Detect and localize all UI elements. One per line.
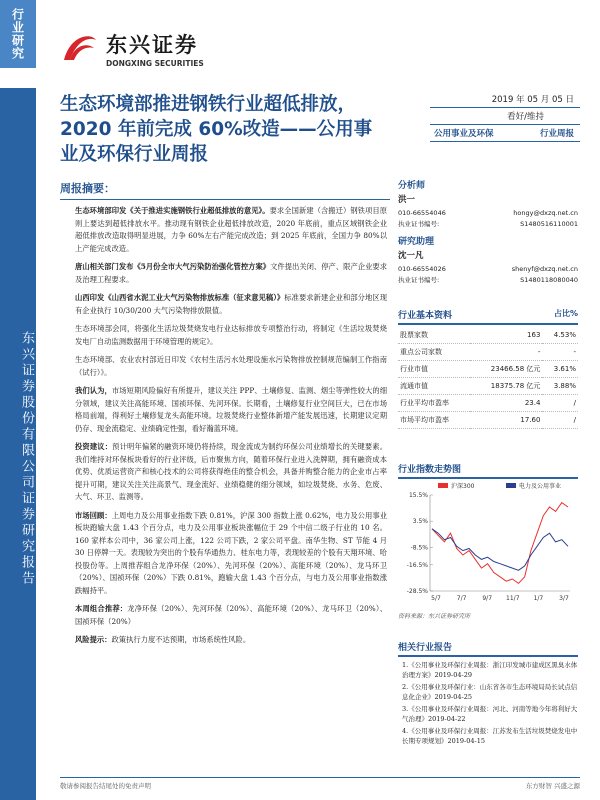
paragraph-lead: 山西印发《山西省水泥工业大气污染物排放标准（征求意见稿）》 [75, 293, 285, 302]
basic-heading [398, 308, 578, 325]
y-tick-label: -16.5% [406, 561, 428, 569]
paragraph-text: 龙净环保（20%）、先河环保（20%）、高能环境（20%）、龙马环卫（20%）、国祯环保（20%） [75, 604, 387, 626]
report-date: 2019 年 05 月 05 日 [430, 93, 580, 108]
disclaimer-note: 敬请参阅报告结尾处的免责声明 [60, 782, 151, 790]
row-label: 股票家数 [398, 327, 470, 344]
paragraph-text: 生态环境部会同，将强化生活垃圾焚烧发电行业达标排放专项整治行动，将制定《生活垃圾焚烧发电厂自动监测数据用于环境管理的规定》。 [75, 324, 387, 346]
tag-type: 行业周报 [539, 129, 574, 139]
row-label: 行业平均市盈率 [398, 395, 470, 412]
assist-name: 沈一凡 [398, 251, 424, 261]
basic-heading-text: 行业基本资料 [398, 311, 453, 321]
x-tick-label: 11/7 [506, 595, 520, 602]
index-chart-panel [398, 462, 578, 620]
analyst-email: hongy@dxzq.net.cn [513, 209, 578, 217]
sidebar-industry-research: 行业研究 [0, 0, 36, 68]
index-chart [398, 479, 578, 607]
paragraph-lead: 我们认为， [75, 386, 112, 395]
license-label: 执业证书编号: [398, 220, 440, 228]
chart-heading-text: 行业指数走势图 [398, 465, 462, 475]
summary-paragraph [75, 354, 387, 379]
assist-email: shenyf@dxzq.net.cn [511, 265, 578, 273]
basic-table [398, 327, 578, 429]
paragraph-text: 上周电力及公用事业指数下跌 0.81%，沪深 300 指数上涨 0.62%，电力及公用事业板块跑输大盘 1.43 个百分点，电力及公用事业板块涨幅位于 29 个中信二级子行业的 10 名。160 家样本公司中，36 家公司上涨，122 公司下跌，2 家公司平盘。南华生物、ST 节能 4 月 30 日停牌一天。表现较为突出的个股有华通热力、桂东电力等，表现较差的个股有天翔环境、哈投股份等。上周推荐组合龙净环保（20%）、先河环保（20%）、高能环境（20%）、龙马环卫（20%）、国祯环保（20%）下跌 0.81%，跑输大盘 1.43 个百分点，与电力及公用事业指数涨跌幅持平。 [75, 510, 387, 595]
summary-paragraph [75, 385, 387, 435]
rating: 看好/维持 [430, 108, 580, 125]
related-heading-text: 相关行业报告 [398, 643, 453, 653]
chart-heading [398, 462, 578, 479]
summary-paragraph [75, 634, 387, 647]
row-value: 18375.78 亿元 [470, 378, 543, 395]
logo-mark-icon [60, 28, 100, 68]
analyst-license: S1480516110001 [520, 220, 578, 228]
summary-paragraph [75, 510, 387, 598]
logo-cn-text: 东兴证券 [106, 32, 198, 57]
table-row [398, 344, 578, 361]
row-pct: 3.61% [542, 361, 578, 378]
x-tick-label: 5/7 [431, 595, 441, 602]
row-value: 23466.58 亿元 [470, 361, 543, 378]
row-label: 行业市值 [398, 361, 470, 378]
row-value: 17.60 [470, 412, 543, 429]
summary-paragraph [75, 205, 387, 255]
y-tick-label: 15.5% [408, 492, 428, 499]
y-tick-label: 3.5% [412, 518, 428, 526]
assist-phone: 010-66554026 [398, 265, 446, 273]
list-item[interactable]: 3.《公用事业及环保行业周报：河北、河南等地今年将利好大气治理》2019-04-22 [402, 705, 578, 723]
report-title: 生态环境部推进钢铁行业超低排放，2020 年前完成 60%改造——公用事业及环保行业周报 [60, 94, 373, 165]
paragraph-lead: 投资建议： [75, 442, 113, 451]
series-line [432, 529, 568, 571]
summary-paragraph [75, 292, 387, 317]
y-tick-label: -8.5% [410, 544, 428, 552]
table-row [398, 395, 578, 412]
row-pct: - [542, 344, 578, 361]
table-row [398, 327, 578, 344]
list-item[interactable]: 2.《公用事业及环保行业：山东省各市生态环境局局长试点信息化企业》2019-04-25 [402, 683, 578, 701]
summary-paragraph [75, 261, 387, 286]
legend-label: 沪深300 [451, 483, 475, 490]
summary-body [75, 205, 387, 653]
sidebar-company-label: 东兴证券股份有限公司证券研究报告 [0, 88, 36, 800]
page-footer [60, 777, 580, 790]
row-pct: / [542, 412, 578, 429]
table-row [398, 361, 578, 378]
analyst-name: 洪一 [398, 195, 416, 205]
legend-label: 电力及公用事业 [519, 483, 562, 490]
assist-heading: 研究助理 [398, 237, 435, 247]
logo-en-text: DONGXING SECURITIES [106, 58, 204, 68]
assist-license: S1480118080040 [520, 276, 578, 284]
summary-paragraph [75, 323, 387, 348]
summary-paragraph [75, 441, 387, 504]
x-tick-label: 3/7 [559, 595, 569, 602]
row-pct: / [542, 395, 578, 412]
y-tick-label: -28.5% [406, 588, 428, 595]
row-label: 流通市值 [398, 378, 470, 395]
x-tick-label: 9/7 [482, 595, 493, 602]
paragraph-lead: 唐山相关部门发布《5月份全市大气污染防治强化管控方案》 [75, 262, 271, 271]
row-value: 163 [470, 327, 543, 344]
x-tick-label: 7/7 [456, 595, 467, 602]
slogan: 东方财智 兴盛之源 [525, 782, 580, 790]
summary-heading: 周报摘要： [60, 180, 390, 200]
paragraph-lead: 生态环境部印发《关于推进实施钢铁行业超低排放的意见》。 [75, 206, 270, 215]
report-meta [430, 93, 580, 142]
summary-paragraph [75, 603, 387, 628]
series-line [432, 503, 568, 584]
assist-license-label: 执业证书编号: [398, 276, 440, 284]
row-pct: 4.53% [542, 327, 578, 344]
sidebar-panel [398, 178, 578, 429]
chart-source: 资料来源：东兴证券研究所 [398, 613, 471, 620]
paragraph-text: 市场短期风险偏好有所提升，建议关注 PPP、土壤修复、监测、烟尘等弹性较大的细分领域，建议关注高能环境、国祯环保、先河环保。长期看，土壤修复行业空间巨大，已在市场格局前端，得利好土壤修复龙头高能环境。垃圾焚烧行业整体新增产能发展迅速，长期建议定期仍存、现金流稳定、业绩确定性强，看好瀚蓝环境。 [75, 386, 387, 433]
list-item[interactable]: 1.《公用事业及环保行业周报：浙江印发城市建成区黑臭水体治理方案》2019-04-29 [402, 661, 578, 679]
dongxing-logo [60, 28, 204, 68]
table-row [398, 378, 578, 395]
paragraph-text: 文件提出关闭、停产、限产企业要求及治理工程要求。 [75, 262, 388, 284]
row-value: 23.4 [470, 395, 543, 412]
tag-industry: 公用事业及环保 [434, 129, 494, 139]
paragraph-lead: 市场回顾： [75, 510, 112, 520]
related-list [402, 660, 578, 748]
row-label: 重点公司家数 [398, 344, 470, 361]
table-row [398, 412, 578, 429]
paragraph-text: 要求全国新建（含搬迁）钢铁项目原则上要达到超低排放水平。推动现有钢铁企业超低排放改造，2020 年底前，重点区域钢铁企业超低排放改造取得明显进展，力争 60%左右产能完成改造；到 2025 年底前，全国力争 80%以上产能完成改造。 [75, 206, 387, 253]
paragraph-text: 生态环境部、农业农村部近日印发《农村生活污水处理设施水污染物排放控制规范编制工作指南（试行）》。 [75, 355, 387, 377]
paragraph-lead: 风险提示： [75, 635, 112, 644]
paragraph-text: 标准要求新建企业和部分地区现有企业执行 10/30/200 大气污染物排放限值。 [75, 293, 388, 315]
basic-col-pct: 占比% [553, 309, 578, 318]
analyst-heading: 分析师 [398, 181, 426, 191]
paragraph-text: 政策执行力度不达预期，市场系统性风险。 [111, 635, 251, 644]
legend-swatch [506, 483, 516, 488]
analyst-phone: 010-66554046 [398, 209, 446, 217]
paragraph-text: 预计明年偏紧的融资环境仍将持续，现金流成为制约环保公司业绩增长的关键要素。我们维持对环保板块看好的行业评级，后市聚焦方向，随着环保行业进入洗牌期，拥有融资成本优势、优质运营资产和核心技术的公司将获得绝佳的整合机会，具备并购整合能力的企业市占率提升可期，建议关注关注高景气、现金流好、业绩稳健的细分领域，如垃圾焚烧、水务、危废、大气、环卫、监测等。 [75, 442, 388, 501]
row-pct: 3.88% [542, 378, 578, 395]
legend-swatch [438, 483, 448, 488]
x-tick-label: 1/7 [533, 595, 544, 602]
list-item[interactable]: 4.《公用事业及环保行业周报：江苏发布生活垃圾焚烧发电中长期专项规划》2019-04-15 [402, 727, 578, 745]
related-heading [398, 640, 578, 657]
row-value: - [470, 344, 543, 361]
paragraph-lead: 本周组合推荐： [75, 604, 128, 613]
row-label: 市场平均市盈率 [398, 412, 470, 429]
